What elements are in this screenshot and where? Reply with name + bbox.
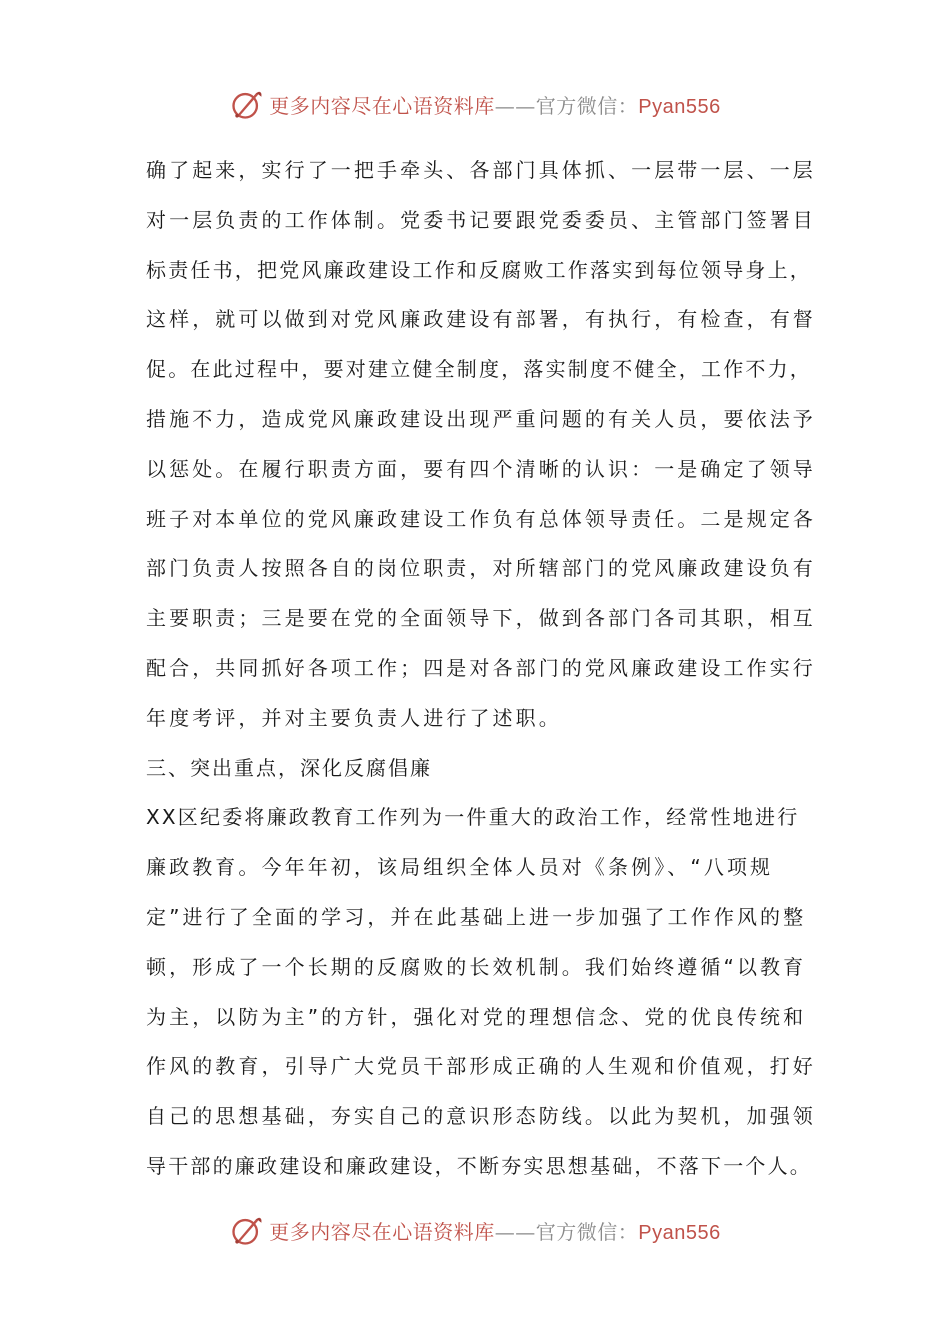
section-heading: 三、突出重点，深化反腐倡廉	[146, 755, 432, 780]
body-line: 配合，共同抓好各项工作；四是对各部门的党风廉政建设工作实行	[146, 655, 816, 680]
body-line: 班子对本单位的党风廉政建设工作负有总体领导责任。二是规定各	[146, 506, 816, 531]
body-line: 年度考评，并对主要负责人进行了述职。	[146, 705, 562, 730]
body-line: 对一层负责的工作体制。党委书记要跟党委委员、主管部门签署目	[146, 207, 816, 232]
body-line: 以惩处。在履行职责方面，要有四个清晰的认识：一是确定了领导	[146, 456, 816, 481]
banner-wechat-label: 官方微信：	[535, 93, 639, 118]
body-line: 作风的教育，引导广大党员干部形成正确的人生观和价值观，打好	[146, 1054, 816, 1079]
banner-text	[269, 90, 720, 119]
body-line: 为主，以防为主”的方针，强化对党的理想信念、党的优良传统和	[146, 1004, 807, 1029]
banner-dash: ——	[494, 1219, 536, 1244]
banner-main-text: 更多内容尽在心语资料库	[269, 93, 495, 118]
body-line: 这样，就可以做到对党风廉政建设有部署，有执行，有检查，有督	[146, 307, 816, 332]
body-line: 部门负责人按照各自的岗位职责，对所辖部门的党风廉政建设负有	[146, 556, 816, 581]
body-line: 标责任书，把党风廉政建设工作和反腐败工作落实到每位领导身上，	[146, 257, 812, 282]
body-line: 促。在此过程中，要对建立健全制度，落实制度不健全，工作不力，	[146, 357, 812, 382]
body-line: 顿，形成了一个长期的反腐败的长效机制。我们始终遵循“以教育	[146, 954, 807, 979]
body-line: XX区纪委将廉政教育工作列为一件重大的政治工作，经常性地进行	[146, 805, 800, 830]
document-body	[146, 146, 826, 1192]
banner-text	[269, 1216, 720, 1245]
body-line: 主要职责；三是要在党的全面领导下，做到各部门各司其职，相互	[146, 606, 816, 631]
body-line: 定”进行了全面的学习，并在此基础上进一步加强了工作作风的整	[146, 904, 807, 929]
banner-wechat-id: Pyan556	[638, 95, 721, 118]
body-line: 廉政教育。今年年初，该局组织全体人员对《条例》、“八项规	[146, 855, 774, 880]
body-line: 措施不力，造成党风廉政建设出现严重问题的有关人员，要依法予	[146, 406, 816, 431]
banner-wechat-label: 官方微信：	[535, 1219, 639, 1244]
body-line: 确了起来，实行了一把手牵头、各部门具体抓、一层带一层、一层	[146, 158, 816, 182]
quill-seal-logo-icon	[229, 1212, 265, 1248]
banner-main-text: 更多内容尽在心语资料库	[269, 1219, 495, 1244]
body-line: 自己的思想基础，夯实自己的意识形态防线。以此为契机，加强领	[146, 1104, 816, 1129]
body-line: 导干部的廉政建设和廉政建设，不断夯实思想基础，不落下一个人。	[146, 1153, 812, 1178]
footer-banner	[0, 1208, 950, 1252]
header-banner	[0, 82, 950, 126]
banner-dash: ——	[494, 93, 536, 118]
banner-wechat-id: Pyan556	[638, 1221, 721, 1244]
quill-seal-logo-icon	[229, 86, 265, 122]
